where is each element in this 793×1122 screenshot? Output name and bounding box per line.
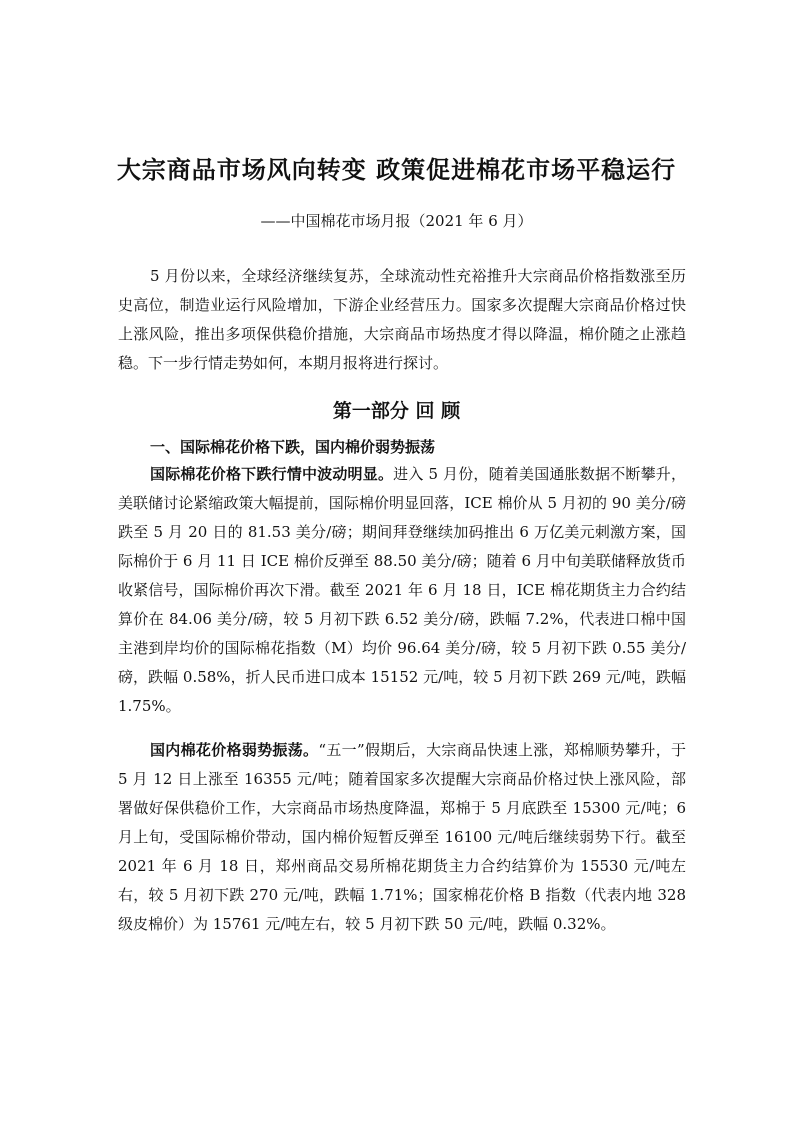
report-subtitle: ——中国棉花市场月报（2021 年 6 月） bbox=[260, 212, 533, 230]
part-one-title: 第一部分 回 顾 bbox=[332, 400, 461, 422]
paragraph-lead: 国内棉花价格弱势振荡。 bbox=[150, 741, 319, 759]
paragraph-body: 进入 5 月份，随着美国通胀数据不断攀升，美联储讨论紧缩政策大幅提前，国际棉价明显回落，ICE 棉价从 5 月初的 90 美分/磅跌至 5 月 20 日的 81.53 美分/磅；期间拜登继续加码推出 6 万亿美元刺激方案，国际棉价于 6 月 11 日 ICE 棉价反弹至 88.50 美分/磅；随着 6 月中旬美联储释放货币收紧信号，国际棉价再次下滑。截至 2021 年 6 月 18 日，ICE 棉花期货主力合约结算价在 84.06 美分/磅，较 5 月初下跌 6.52 美分/磅，跌幅 7.2%，代表进口棉中国主港到岸均价的国际棉花指数（M）均价 96.64 美分/磅，较 5 月初下跌 0.55 美分/磅，跌幅 0.58%，折人民币进口成本 15152 元/吨，较 5 月初下跌 269 元/吨，跌幅 1.75%。 bbox=[118, 465, 686, 715]
paragraph-body: “五一”假期后，大宗商品快速上涨，郑棉顺势攀升，于 5 月 12 日上涨至 16355 元/吨；随着国家多次提醒大宗商品价格过快上涨风险，部署做好保供稳价工作，大宗商品市场热度降温，郑棉于 5 月底跌至 15300 元/吨；6 月上旬，受国际棉价带动，国内棉价短暂反弹至 16100 元/吨后继续弱势下行。截至 2021 年 6 月 18 日，郑州商品交易所棉花期货主力合约结算价为 15530 元/吨左右，较 5 月初下跌 270 元/吨，跌幅 1.71%；国家棉花价格 B 指数（代表内地 328 级皮棉价）为 15761 元/吨左右，较 5 月初下跌 50 元/吨，跌幅 0.32%。 bbox=[118, 741, 686, 933]
section-one-title: 一、国际棉花价格下跌，国内棉价弱势振荡 bbox=[150, 438, 436, 456]
paragraph-lead: 国际棉花价格下跌行情中波动明显。 bbox=[150, 465, 394, 483]
paragraph-domestic-cotton bbox=[118, 736, 686, 939]
report-title: 大宗商品市场风向转变 政策促进棉花市场平稳运行 bbox=[116, 156, 677, 184]
intro-paragraph: 5 月份以来，全球经济继续复苏，全球流动性充裕推升大宗商品价格指数涨至历史高位，制造业运行风险增加，下游企业经营压力。国家多次提醒大宗商品价格过快上涨风险，推出多项保供稳价措施，大宗商品市场热度才得以降温，棉价随之止涨趋稳。下一步行情走势如何，本期月报将进行探讨。 bbox=[118, 267, 686, 372]
paragraph-international-cotton bbox=[118, 460, 686, 721]
